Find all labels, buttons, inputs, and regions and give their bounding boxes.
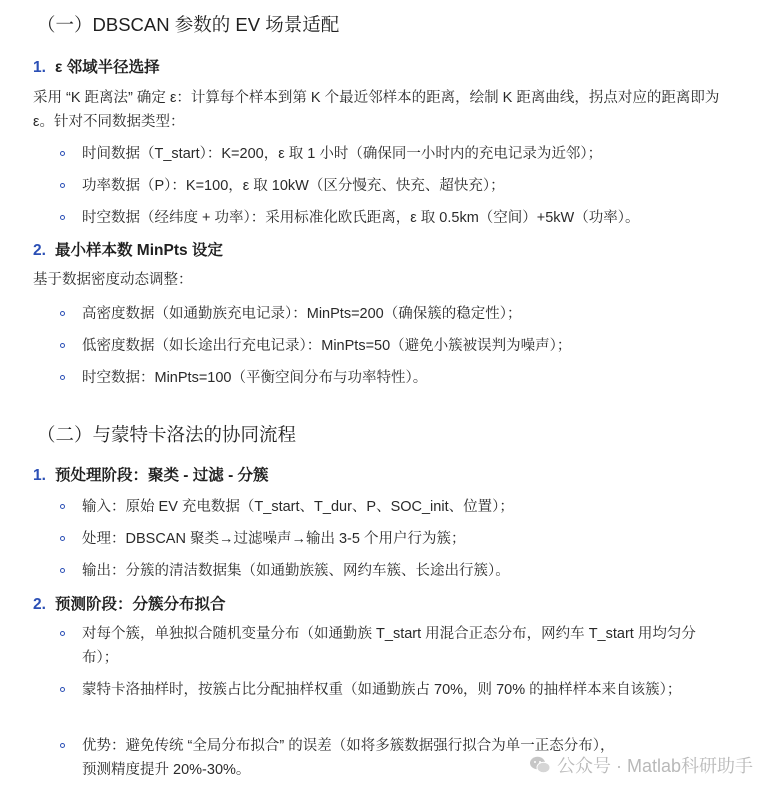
s1-item-2-title: 最小样本数 MinPts 设定	[55, 242, 223, 259]
s1-item-1-title: ε 邻域半径选择	[55, 59, 160, 76]
list-item: 时空数据：MinPts=100（平衡空间分布与功率特性）。	[82, 366, 731, 390]
bullet-circle-icon	[60, 311, 65, 316]
list-item: 时空数据（经纬度 + 功率）：采用标准化欧氏距离，ε 取 0.5km（空间）+5kW（功率）。	[82, 206, 731, 230]
bullet-circle-icon	[60, 151, 65, 156]
bullet-circle-icon	[60, 743, 65, 748]
s1-item-2-number: 2.	[33, 242, 46, 259]
bullet-circle-icon	[60, 375, 65, 380]
list-item: 蒙特卡洛抽样时，按簇占比分配抽样权重（如通勤族占 70%，则 70% 的抽样样本来自该簇）；	[82, 678, 731, 702]
s2-item-1-title: 预处理阶段：聚类 - 过滤 - 分簇	[55, 467, 269, 484]
bullet-circle-icon	[60, 631, 65, 636]
s1-item-1-heading	[33, 55, 160, 77]
wechat-icon	[529, 755, 551, 775]
list-item: 优势：避免传统 “全局分布拟合” 的误差（如将多簇数据强行拟合为单一正态分布），预测精度提升 20%-30%。	[82, 734, 625, 782]
bullet-circle-icon	[60, 343, 65, 348]
section-2-title: （二）与蒙特卡洛法的协同流程	[37, 424, 297, 445]
list-item: 输出：分簇的清洁数据集（如通勤族簇、网约车簇、长途出行簇）。	[82, 559, 731, 583]
s1-item-1-description: 采用 “K 距离法” 确定 ε：计算每个样本到第 K 个最近邻样本的距离，绘制 K 距离曲线，拐点对应的距离即为 ε。针对不同数据类型：	[33, 90, 720, 130]
s2-item-2-title: 预测阶段：分簇分布拟合	[55, 596, 226, 613]
s2-item-2-heading	[33, 592, 226, 614]
bullet-circle-icon	[60, 504, 65, 509]
s2-item-2-number: 2.	[33, 596, 46, 613]
section-1-title: （一）DBSCAN 参数的 EV 场景适配	[37, 14, 340, 35]
watermark-text: 公众号 · Matlab科研助手	[556, 756, 753, 776]
s1-item-2-heading	[33, 238, 223, 260]
s1-item-2-description: 基于数据密度动态调整：	[33, 272, 193, 288]
list-item: 对每个簇，单独拟合随机变量分布（如通勤族 T_start 用混合正态分布，网约车 T_start 用均匀分布）；	[82, 622, 731, 670]
bullet-circle-icon	[60, 568, 65, 573]
s1-item-1-number: 1.	[33, 59, 46, 76]
list-item: 功率数据（P）：K=100，ε 取 10kW（区分慢充、快充、超快充）；	[82, 174, 731, 198]
s2-item-1-heading	[33, 463, 269, 485]
watermark	[529, 752, 753, 778]
bullet-circle-icon	[60, 687, 65, 692]
list-item: 输入：原始 EV 充电数据（T_start、T_dur、P、SOC_init、位置）；	[82, 495, 731, 519]
list-item: 高密度数据（如通勤族充电记录）：MinPts=200（确保簇的稳定性）；	[82, 302, 731, 326]
bullet-circle-icon	[60, 536, 65, 541]
list-item: 时间数据（T_start）：K=200，ε 取 1 小时（确保同一小时内的充电记录为近邻）；	[82, 142, 731, 166]
bullet-circle-icon	[60, 183, 65, 188]
s2-item-1-number: 1.	[33, 467, 46, 484]
list-item: 处理：DBSCAN 聚类→过滤噪声→输出 3-5 个用户行为簇；	[82, 527, 731, 551]
list-item: 低密度数据（如长途出行充电记录）：MinPts=50（避免小簇被误判为噪声）；	[82, 334, 731, 358]
bullet-circle-icon	[60, 215, 65, 220]
